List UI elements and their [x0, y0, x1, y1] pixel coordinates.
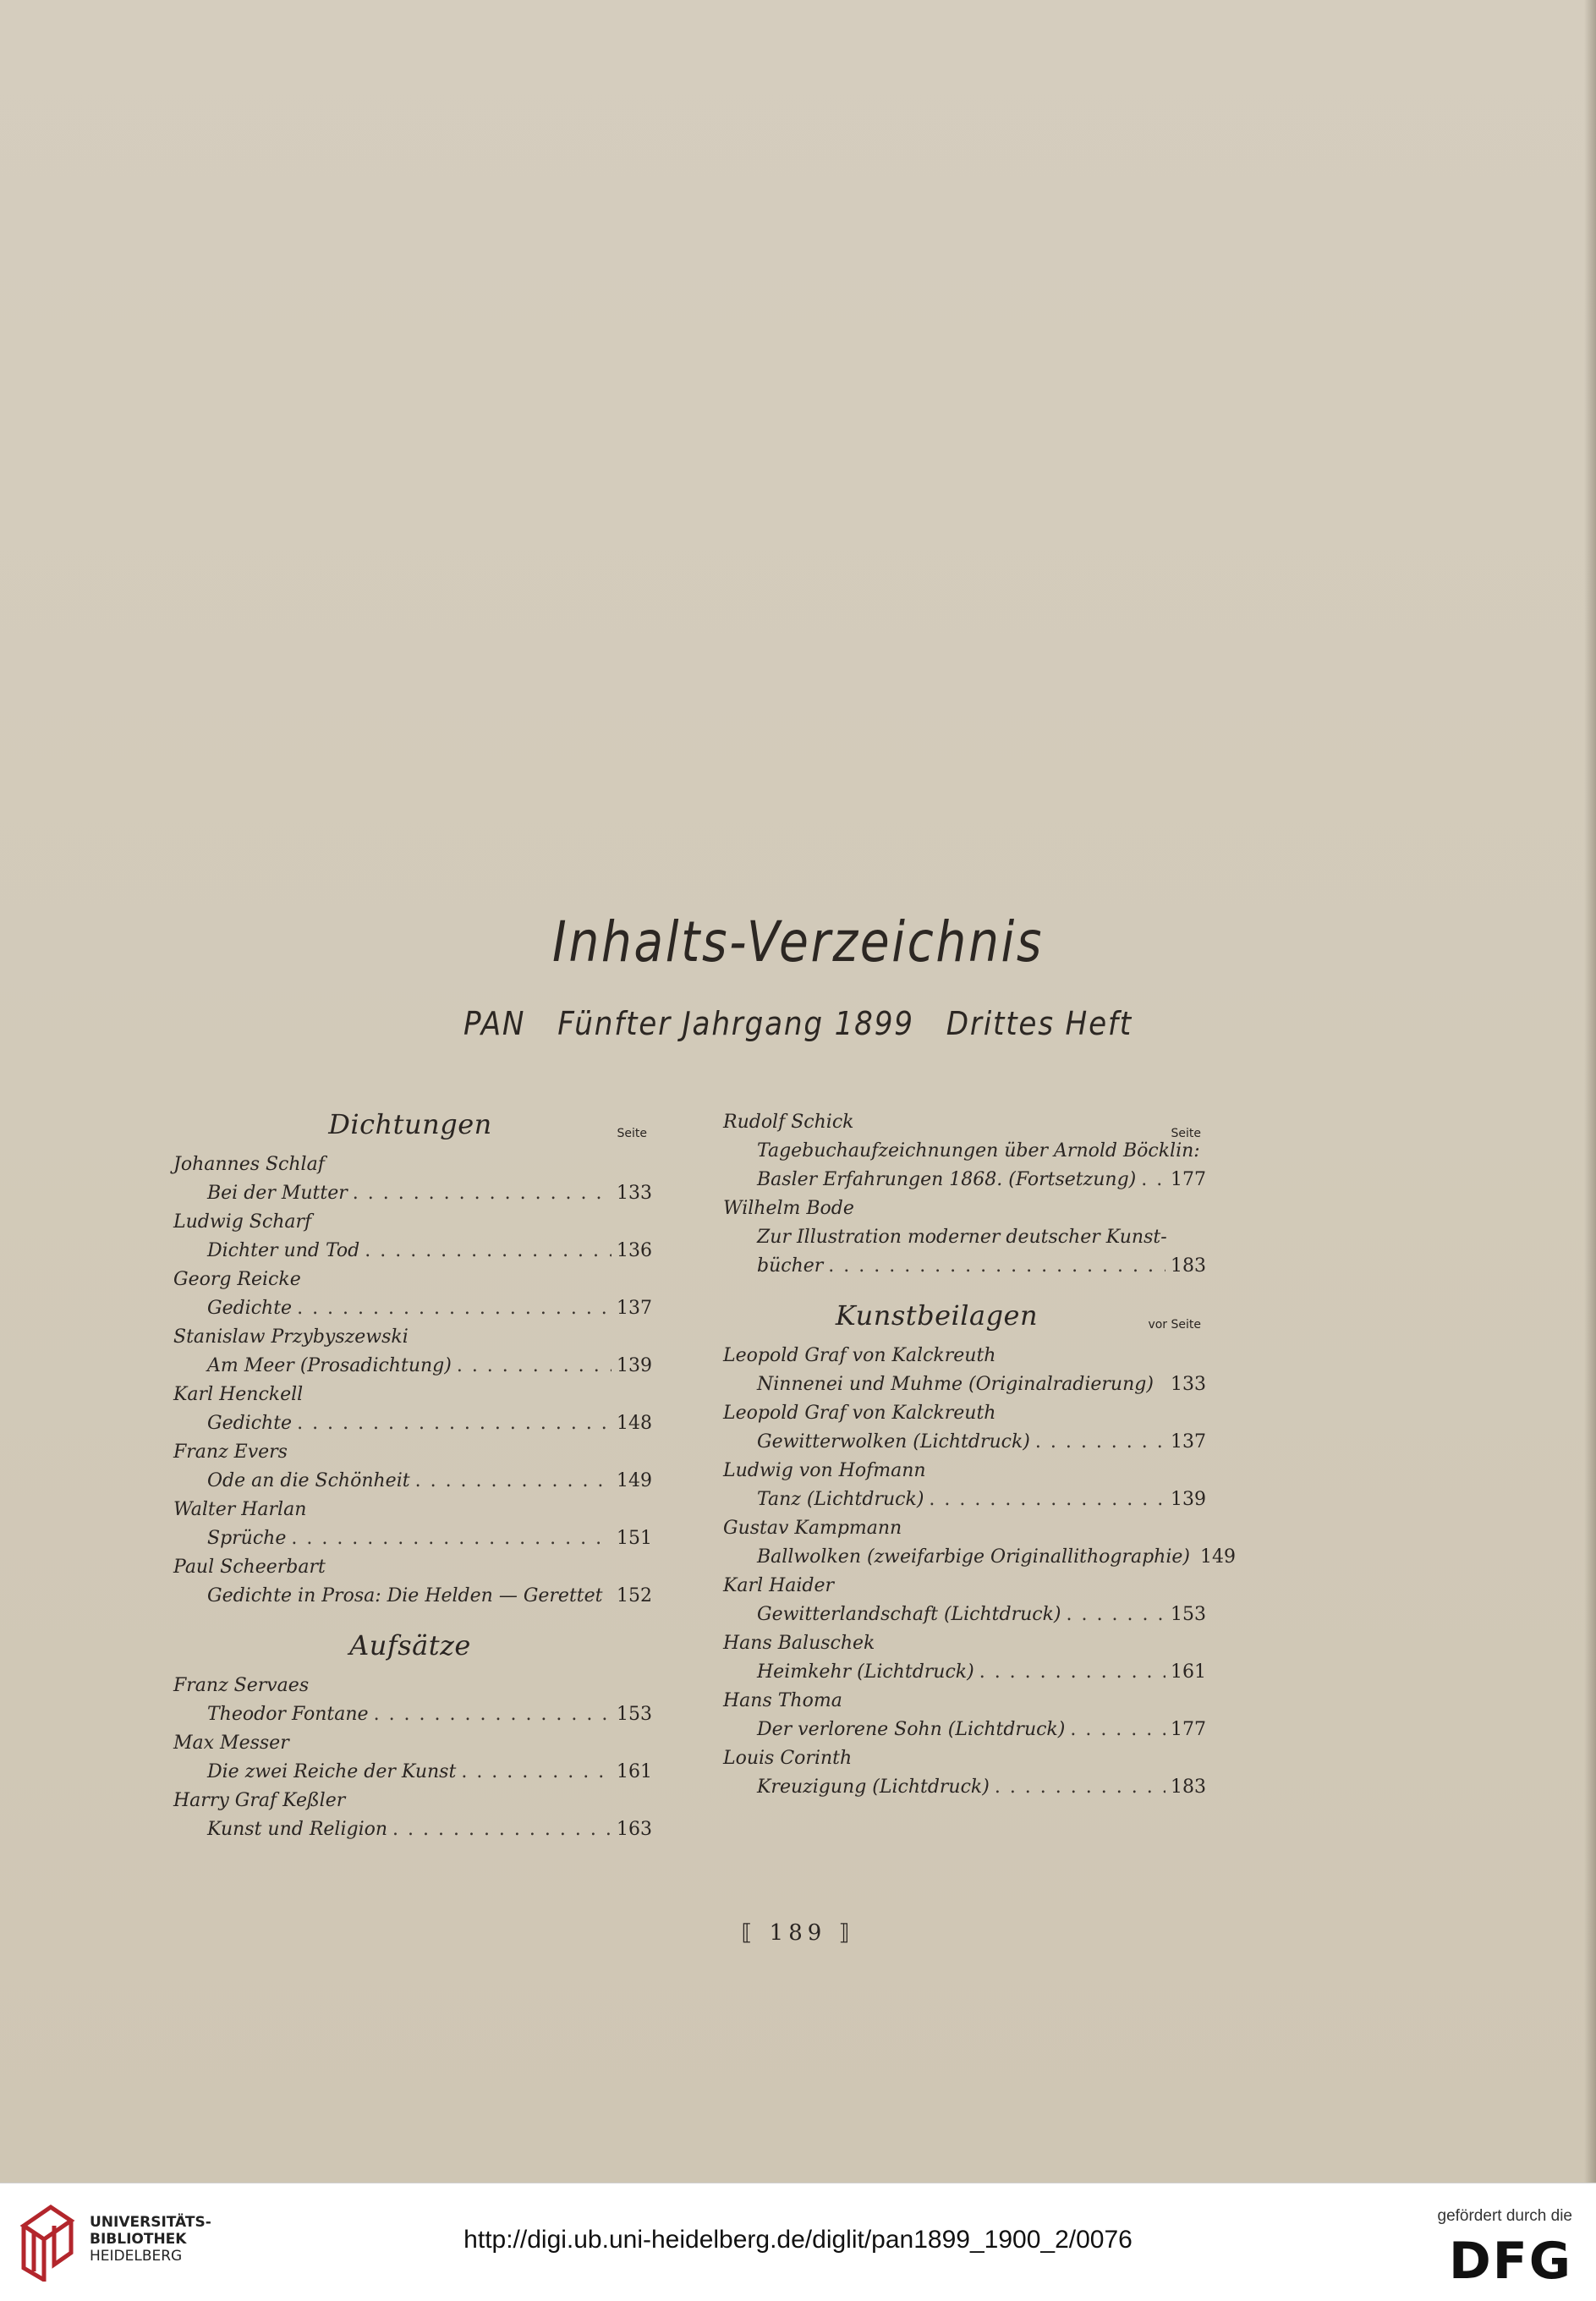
dot-leader: [828, 1252, 1165, 1281]
toc-entry-title: Gewitterlandschaft (Lichtdruck): [757, 1604, 1061, 1625]
toc-page-number: 149: [1200, 1546, 1236, 1568]
toc-entry[interactable]: [173, 1294, 652, 1323]
section-gap: [173, 1611, 647, 1629]
section-heading: [173, 1108, 647, 1147]
issue-label: Drittes Heft: [946, 1005, 1133, 1042]
toc-author: Franz Servaes: [173, 1675, 310, 1696]
toc-entry-title: Gewitterwolken (Lichtdruck): [757, 1431, 1030, 1453]
toc-entry[interactable]: [723, 1716, 1206, 1744]
toc-entry-title: bücher: [757, 1255, 824, 1277]
toc-entry-title: Gedichte: [207, 1413, 293, 1434]
dot-leader: [297, 1294, 612, 1323]
permalink-url[interactable]: http://digi.ub.uni-heidelberg.de/diglit/pan1899_1900_2/0076: [463, 2226, 1133, 2254]
toc-author: Franz Evers: [173, 1442, 288, 1463]
toc-author: Hans Thoma: [723, 1690, 842, 1711]
section-title: Dichtungen: [328, 1108, 492, 1140]
toc-page-number: 137: [1171, 1431, 1206, 1453]
toc-entry-title: Ninnenei und Muhme (Originalradierung): [757, 1374, 1154, 1395]
toc-entry[interactable]: [723, 1137, 1201, 1166]
dot-leader: [392, 1815, 612, 1844]
digitization-footer: [0, 2183, 1596, 2301]
toc-entry[interactable]: [173, 1352, 652, 1381]
dot-leader: [297, 1409, 612, 1438]
toc-entry[interactable]: [173, 1409, 652, 1438]
dot-leader: [374, 1700, 612, 1729]
page-column-label: Seite: [1171, 1127, 1201, 1140]
dot-leader: [365, 1237, 612, 1266]
toc-right-column: [723, 1108, 1236, 1802]
toc-page-number: 139: [617, 1355, 652, 1376]
dot-leader: [353, 1179, 612, 1208]
toc-entry[interactable]: [173, 1758, 652, 1787]
toc-page-number: 137: [617, 1298, 652, 1319]
dot-leader: [929, 1485, 1165, 1514]
toc-author: Ludwig Scharf: [173, 1211, 312, 1233]
toc-page-number: 183: [1171, 1777, 1206, 1798]
section-heading: [723, 1299, 1201, 1338]
toc-entry-title: Heimkehr (Lichtdruck): [757, 1661, 974, 1683]
toc-page-number: 177: [1171, 1719, 1206, 1740]
toc-entry-title: Theodor Fontane: [207, 1704, 369, 1725]
toc-entry[interactable]: [723, 1166, 1206, 1194]
section-title: Aufsätze: [349, 1629, 471, 1661]
toc-entry[interactable]: [173, 1237, 652, 1266]
dot-leader: [1035, 1428, 1165, 1457]
toc-author: Leopold Graf von Kalckreuth: [723, 1403, 996, 1424]
toc-entry-title: Dichter und Tod: [207, 1240, 360, 1261]
section-gap: [723, 1281, 1201, 1299]
toc-entry[interactable]: [723, 1601, 1206, 1629]
toc-entry-title: Ballwolken (zweifarbige Originallithographie): [757, 1546, 1190, 1568]
toc-entry[interactable]: [173, 1467, 652, 1496]
toc-page-number: 177: [1171, 1169, 1206, 1190]
toc-author: Rudolf Schick: [723, 1112, 854, 1133]
toc-entry-title: Sprüche: [207, 1528, 287, 1549]
toc-entry[interactable]: [723, 1658, 1206, 1687]
folio-close-bracket-icon: ⟧: [838, 1920, 855, 1946]
toc-entry-title: Zur Illustration moderner deutscher Kunst-: [757, 1227, 1167, 1248]
toc-entry[interactable]: [723, 1543, 1236, 1572]
toc-author: Karl Henckell: [173, 1384, 304, 1405]
toc-entry-title: Die zwei Reiche der Kunst: [207, 1761, 457, 1782]
toc-author: Leopold Graf von Kalckreuth: [723, 1345, 996, 1366]
dot-leader: [291, 1524, 612, 1553]
section-heading: [173, 1629, 647, 1668]
toc-entry-title: Kreuzigung (Lichtdruck): [757, 1777, 990, 1798]
toc-author: Louis Corinth: [723, 1748, 853, 1769]
toc-entry[interactable]: [173, 1815, 652, 1844]
toc-entry-title: Basler Erfahrungen 1868. (Fortsetzung): [757, 1169, 1137, 1190]
library-name-line2: BIBLIOTHEK: [90, 2231, 187, 2248]
toc-entry-title: Bei der Mutter: [207, 1183, 348, 1204]
library-name-line3: HEIDELBERG: [90, 2248, 183, 2265]
toc-author: Ludwig von Hofmann: [723, 1460, 926, 1481]
toc-author: Karl Haider: [723, 1575, 835, 1596]
toc-entry[interactable]: [173, 1582, 652, 1611]
toc-author: Wilhelm Bode: [723, 1198, 854, 1219]
toc-page-number: 148: [617, 1413, 652, 1434]
toc-entry[interactable]: [723, 1252, 1206, 1281]
toc-page-number: 136: [617, 1240, 652, 1261]
toc-author: Paul Scheerbart: [173, 1557, 326, 1578]
toc-entry-title: Gedichte: [207, 1298, 293, 1319]
toc-author: Walter Harlan: [173, 1499, 307, 1520]
toc-left-column: [173, 1108, 652, 1844]
toc-author: Hans Baluschek: [723, 1633, 875, 1654]
funding-caption: gefördert durch die: [1437, 2207, 1572, 2225]
toc-page-number: 153: [1171, 1604, 1206, 1625]
folio-number: 189: [769, 1920, 827, 1946]
toc-page-number: 161: [617, 1761, 652, 1782]
toc-entry-title: Der verlorene Sohn (Lichtdruck): [757, 1719, 1066, 1740]
toc-page-number: 133: [617, 1183, 652, 1204]
toc-author: Johannes Schlaf: [173, 1154, 325, 1175]
toc-page-number: 139: [1171, 1489, 1206, 1510]
page-subtitle: [80, 1005, 1516, 1042]
toc-entry-title: Tanz (Lichtdruck): [757, 1489, 924, 1510]
toc-page-number: 152: [617, 1585, 652, 1606]
toc-entry[interactable]: [723, 1428, 1206, 1457]
toc-entry[interactable]: [723, 1773, 1206, 1802]
toc-entry[interactable]: [173, 1700, 652, 1729]
toc-page-number: 161: [1171, 1661, 1206, 1683]
page-number: [0, 1920, 1596, 1946]
section-title: Kunstbeilagen: [835, 1299, 1039, 1332]
folio-open-bracket-icon: ⟦: [741, 1920, 758, 1946]
toc-page-number: 163: [617, 1819, 652, 1840]
toc-entry-title: Gedichte in Prosa: Die Helden — Gerettet: [207, 1585, 603, 1606]
library-name-line1: UNIVERSITÄTS-: [90, 2214, 211, 2231]
toc-author: Gustav Kampmann: [723, 1518, 902, 1539]
dot-leader: [1141, 1166, 1165, 1194]
dfg-logo[interactable]: DFG: [1448, 2232, 1572, 2291]
toc-entry[interactable]: [173, 1179, 652, 1208]
page-title: Inhalts-Verzeichnis: [551, 909, 1045, 975]
toc-entry-title: Kunst und Religion: [207, 1819, 388, 1840]
toc-page-number: 183: [1171, 1255, 1206, 1277]
toc-page-number: 133: [1171, 1374, 1206, 1395]
dot-leader: [457, 1352, 612, 1381]
toc-entry[interactable]: [723, 1223, 1201, 1252]
toc-entry-title: Ode an die Schönheit: [207, 1470, 410, 1491]
dot-leader: [995, 1773, 1165, 1802]
toc-page-number: 149: [617, 1470, 652, 1491]
toc-author: Georg Reicke: [173, 1269, 301, 1290]
page-column-label: Seite: [617, 1127, 647, 1140]
dot-leader: [1067, 1601, 1165, 1629]
toc-entry-title: Tagebuchaufzeichnungen über Arnold Böcklin:: [757, 1140, 1200, 1161]
volume-label: Fünfter Jahrgang 1899: [557, 1005, 914, 1042]
dot-leader: [979, 1658, 1165, 1687]
dot-leader: [1070, 1716, 1165, 1744]
toc-entry-title: Am Meer (Prosadichtung): [207, 1355, 452, 1376]
dot-leader: [415, 1467, 612, 1496]
toc-entry[interactable]: [723, 1485, 1206, 1514]
dot-leader: [461, 1758, 612, 1787]
toc-author: Stanislaw Przybyszewski: [173, 1326, 409, 1348]
toc-entry[interactable]: [723, 1370, 1206, 1399]
toc-page-number: 151: [617, 1528, 652, 1549]
magazine-name: PAN: [463, 1005, 526, 1042]
toc-author: Max Messer: [173, 1733, 289, 1754]
toc-page-number: 153: [617, 1704, 652, 1725]
page-column-label: vor Seite: [1148, 1318, 1201, 1332]
toc-entry[interactable]: [173, 1524, 652, 1553]
toc-author: Harry Graf Keßler: [173, 1790, 346, 1811]
